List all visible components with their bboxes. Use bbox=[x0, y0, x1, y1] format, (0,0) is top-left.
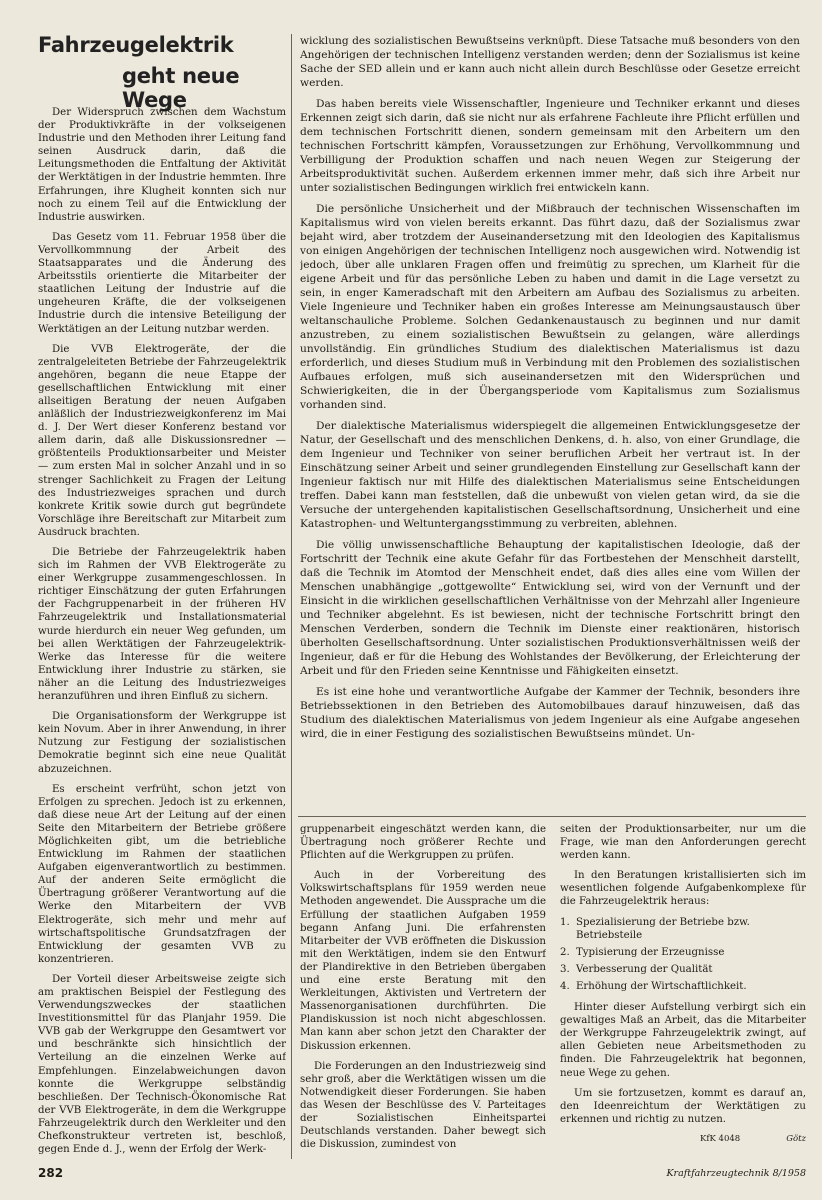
paragraph: In den Beratungen kristallisierten sich im wesentlichen folgende Aufgabenkomplexe für die Fahrzeugelektrik heraus: bbox=[560, 870, 806, 908]
paragraph: Der Vorteil dieser Arbeitsweise zeigte sich am praktischen Beispiel der Festlegung des Verwendungszweckes der staatlichen Investitionsmittel für das Planjahr 1959. Die VVB gab der Werkgruppe den Gesamtwert vor und beschränkte sich hinsichtlich der Verteilung an die einzelnen Werke auf Empfehlungen. Einzelabweichungen davon konnte die Werkgruppe selbständig beschließen. Der Technisch-Ökonomische Rat der VVB Elektrogeräte, in dem die Werkgruppe Fahrzeugelektrik durch den Werkleiter und den Chefkonstrukteur vertreten ist, beschloß, gegen Ende d. J., wenn der Erfolg der Werk- bbox=[38, 973, 286, 1156]
list-item-number: 4. bbox=[560, 980, 570, 992]
list-item bbox=[560, 916, 806, 942]
article-title-line-1: Fahrzeugelektrik bbox=[38, 33, 234, 57]
list-item-number: 3. bbox=[560, 963, 570, 975]
paragraph: Es ist eine hohe und verantwortliche Aufgabe der Kammer der Technik, besonders ihre Betriebssektionen in den Betrieben des Automobilbaues darauf hinzuweisen, daß das Studium des dialektischen Materialismus von jedem Ingenieur als eine Aufgabe angesehen wird, die in einer Festigung des sozialistischen Bewußtseins mündet. Un- bbox=[300, 686, 800, 740]
paragraph: Die völlig unwissenschaftliche Behauptung der kapitalistischen Ideologie, daß der Fortschritt der Technik eine akute Gefahr für das Fortbestehen der Menschheit darstellt, daß die Technik im Atomtod der Menschheit endet, daß dies alles eine vom Willen der Menschen unabhängige „gottgewollte“ Entwicklung sei, wird von der Vernunft und der Einsicht in die wirklichen gesellschaftlichen Verhältnisse von der Mehrzahl aller Ingenieure und Techniker abgelehnt. Es ist bewiesen, nicht der technische Fortschritt bringt den Menschen Verderben, sondern die Technik im Dienste einer reaktionären, historisch überholten Gesellschaftsordnung. Unter sozialistischen Produktionsverhältnissen weiß der Ingenieur, daß er für die Hebung des Wohlstandes der Bevölkerung, der Erleichterung der Arbeit und für den Frieden seine Kenntnisse und Fähigkeiten einsetzt. bbox=[300, 539, 800, 677]
list-item-text: Typisierung der Erzeugnisse bbox=[576, 946, 725, 958]
paragraph: Die persönliche Unsicherheit und der Mißbrauch der technischen Wissenschaften im Kapitalismus wird von vielen bereits erkannt. Das führt dazu, daß der Sozialismus zwar bejaht wird, aber trotzdem der Auseinandersetzung mit den Ideologien des Kapitalismus von einigen Angehörigen der technischen Intelligenz noch ausgewichen wird. Notwendig ist jedoch, über alle unklaren Fragen offen und freimütig zu sprechen, um Klarheit für die eigene Arbeit und für das persönliche Leben zu haben und damit in die Lage versetzt zu sein, in enger Kameradschaft mit den Arbeitern am Aufbau des Sozialismus zu arbeiten. Viele Ingenieure und Techniker haben ein großes Interesse am Meinungsaustausch über weltanschauliche Probleme. Solchen Gedankenaustausch zu beginnen und nur damit anzustreben, zu einem sozialistischen Bewußtsein zu gelangen, wäre allerdings unvollständig. Ein gründliches Studium des dialektischen Materialismus ist dazu erforderlich, und dieses Studium muß in Verbindung mit den Problemen des sozialistischen Aufbaues erfolgen, muß sich auseinandersetzen mit den Widersprüchen und Schwierigkeiten, die in der Übergangsperiode vom Kapitalismus zum Sozialismus vorhanden sind. bbox=[300, 203, 800, 411]
paragraph: Der dialektische Materialismus widerspiegelt die allgemeinen Entwicklungsgesetze der Natur, der Gesellschaft und des menschlichen Denkens, d. h. also, von einer Grundlage, die dem Ingenieur und Techniker von seiner beruflichen Arbeit her vertraut ist. In der Einschätzung seiner Arbeit und seiner grundlegenden Einstellung zur Gesellschaft kann der Ingenieur faktisch nur mit Hilfe des dialektischen Materialismus seine Entscheidungen treffen. Dabei kann man feststellen, daß die unbewußt von vielen getan wird, da sie die Versuche der untergehenden kapitalistischen Gesellschaftsordnung, Unsicherheit und eine Katastrophen- und Weltuntergangsstimmung zu verbreiten, ablehnen. bbox=[300, 420, 800, 530]
author-name: Götz bbox=[786, 1133, 806, 1144]
article-title bbox=[38, 33, 288, 112]
column-divider-vertical bbox=[291, 34, 292, 1159]
middle-text-column bbox=[300, 823, 546, 1153]
paragraph: wicklung des sozialistischen Bewußtseins verknüpft. Diese Tatsache muß besonders von den Angehörigen der technischen Intelligenz verstanden werden; denn der Sozialismus ist keine Sache der SED allein und er kann auch nicht allein durch Beschlüsse oder Gesetze erreicht werden. bbox=[300, 35, 800, 89]
article-signoff bbox=[560, 1133, 806, 1146]
paragraph: Die VVB Elektrogeräte, der die zentralgeleiteten Betriebe der Fahrzeugelektrik angehören, begann die neue Etappe der gesellschaftlichen Entwicklung mit einer allseitigen Beratung der neuen Aufgaben anläßlich der Industriezweigkonferenz im Mai d. J. Der Wert dieser Konferenz bestand vor allem darin, daß alle Diskussionsredner — größtenteils Produktionsarbeiter und Meister — zum ersten Mal in solcher Anzahl und in so strenger Sachlichkeit zu Fragen der Leitung des Industriezweiges sprachen und durch konkrete Kritik sowie durch gut begründete Vorschläge ihre Bereitschaft zur Mitarbeit zum Ausdruck brachten. bbox=[38, 343, 286, 538]
paragraph: Hinter dieser Aufstellung verbirgt sich ein gewaltiges Maß an Arbeit, das die Mitarbeiter der Werkgruppe Fahrzeugelektrik zwingt, auf allen Gebieten neue Arbeitsmethoden zu finden. Die Fahrzeugelektrik hat begonnen, neue Wege zu gehen. bbox=[560, 1002, 806, 1079]
list-item-text: Verbesserung der Qualität bbox=[576, 963, 713, 975]
paragraph: gruppenarbeit eingeschätzt werden kann, die Übertragung noch größerer Rechte und Pflichten auf die Werkgruppen zu prüfen. bbox=[300, 824, 546, 862]
reference-code: KfK 4048 bbox=[700, 1133, 741, 1144]
paragraph: Die Forderungen an den Industriezweig sind sehr groß, aber die Werktätigen wissen um die Notwendigkeit dieser Forderungen. Sie haben das Wesen der Beschlüsse des V. Parteitages der Sozialistischen Einheitspartei Deutschlands verstanden. Daher bewegt sich die Diskussion, zumindest von bbox=[300, 1060, 546, 1151]
paragraph: Auch in der Vorbereitung des Volkswirtschaftsplans für 1959 werden neue Methoden angewendet. Die Aussprache um die Erfüllung der staatlichen Aufgaben 1959 begann Anfang Juni. Die erfahrensten Mitarbeiter der VVB eröffneten die Diskussion mit den Werktätigen, indem sie den Entwurf der Plandirektive in den Betrieben übergaben und eine erste Beratung mit den Werkleitungen, Aktivisten und Vertretern der Massenorganisationen durchführten. Die Plandiskussion ist noch nicht abgeschlossen. Man kann aber schon jetzt den Charakter der Diskussion erkennen. bbox=[300, 870, 546, 1052]
list-item-number: 1. bbox=[560, 916, 570, 928]
list-item-text: Spezialisierung der Betriebe bzw. Betriebsteile bbox=[576, 916, 750, 941]
list-item-number: 2. bbox=[560, 946, 570, 958]
paragraph: Der Widerspruch zwischen dem Wachstum der Produktivkräfte in der volkseigenen Industrie und den Methoden ihrer Leitung fand seinen Ausdruck darin, daß die Leitungsmethoden die Entfaltung der Aktivität der Werktätigen in der Industrie hemmten. Ihre Erfahrungen, ihre Klugheit konnten sich nur noch zu einem Teil auf die Entwicklung der Industrie auswirken. bbox=[38, 107, 286, 223]
article-title-line-2: geht neue Wege bbox=[122, 64, 240, 112]
page-number: 282 bbox=[38, 1166, 64, 1180]
list-item bbox=[560, 963, 806, 976]
paragraph: Es erscheint verfrüht, schon jetzt von Erfolgen zu sprechen. Jedoch ist zu erkennen, daß diese neue Art der Leitung auf der einen Seite den Mitarbeitern der Betriebe größere Möglichkeiten gibt, um die betriebliche Entwicklung im Rahmen der staatlichen Aufgaben eigenverantwortlich zu bestimmen. Auf der anderen Seite ermöglicht die Übertragung größerer Verantwortung auf die Werke den Mitarbeitern der VVB Elektrogeräte, sich mehr und mehr auf wirtschaftspolitische Grundsatzfragen der Entwicklung der gesamten VVB zu konzentrieren. bbox=[38, 783, 286, 965]
top-right-text-column bbox=[300, 34, 800, 814]
list-item bbox=[560, 980, 806, 993]
paragraph: Die Betriebe der Fahrzeugelektrik haben sich im Rahmen der VVB Elektrogeräte zu einer Werkgruppe zusammengeschlossen. In richtiger Einschätzung der guten Erfahrungen der Fachgruppenarbeit in der früheren HV Fahrzeugelektrik und Installationsmaterial wurde hierdurch ein neuer Weg gefunden, um bei allen Werktätigen der Fahrzeugelektrik-Werke das Interesse für die weitere Entwicklung ihrer Industrie zu stärken, sie näher an die Leitung des Industriezweiges heranzuführen und ihren Einfluß zu sichern. bbox=[38, 547, 286, 703]
right-text-column bbox=[560, 823, 806, 1153]
journal-name: Kraftfahrzeugtechnik 8/1958 bbox=[666, 1168, 806, 1179]
left-text-column bbox=[38, 106, 286, 1158]
list-item bbox=[560, 946, 806, 959]
task-list bbox=[560, 916, 806, 993]
paragraph: Das Gesetz vom 11. Februar 1958 über die Vervollkommnung der Arbeit des Staatsapparates und die Änderung des Arbeitsstils orientierte die Mitarbeiter der staatlichen Leitung der Industrie auf die ungeheuren Kräfte, die der volkseigenen Industrie durch die intensive Beteiligung der Werktätigen an der Leitung nutzbar werden. bbox=[38, 231, 286, 335]
paragraph: Um sie fortzusetzen, kommt es darauf an, den Ideenreichtum der Werktätigen zu erkennen und richtig zu nutzen. bbox=[560, 1087, 806, 1125]
paragraph: Die Organisationsform der Werkgruppe ist kein Novum. Aber in ihrer Anwendung, in ihrer Nutzung zur Festigung der sozialistischen Demokratie beginnt sich eine neue Qualität abzuzeichnen. bbox=[38, 711, 286, 775]
paragraph: Das haben bereits viele Wissenschaftler, Ingenieure und Techniker erkannt und dieses Erkennen zeigt sich darin, daß sie nicht nur als erfahrene Fachleute ihre Pflicht erfüllen und dem technischen Fortschritt dienen, sondern gemeinsam mit den Arbeitern um den technischen Fortschritt kämpfen, Voraussetzungen zur Erhöhung, Vervollkommnung und Verbilligung der Produktion schaffen und nach neuen Wegen zur Steigerung der Arbeitsproduktivität suchen. Außerdem erkennen immer mehr, daß sich ihre Arbeit nur unter sozialistischen Bedingungen wirklich frei entwickeln kann. bbox=[300, 98, 800, 194]
paragraph: seiten der Produktionsarbeiter, nur um die Frage, wie man den Anforderungen gerecht werden kann. bbox=[560, 824, 806, 862]
list-item-text: Erhöhung der Wirtschaftlichkeit. bbox=[576, 980, 747, 992]
column-divider-horizontal bbox=[298, 816, 806, 817]
